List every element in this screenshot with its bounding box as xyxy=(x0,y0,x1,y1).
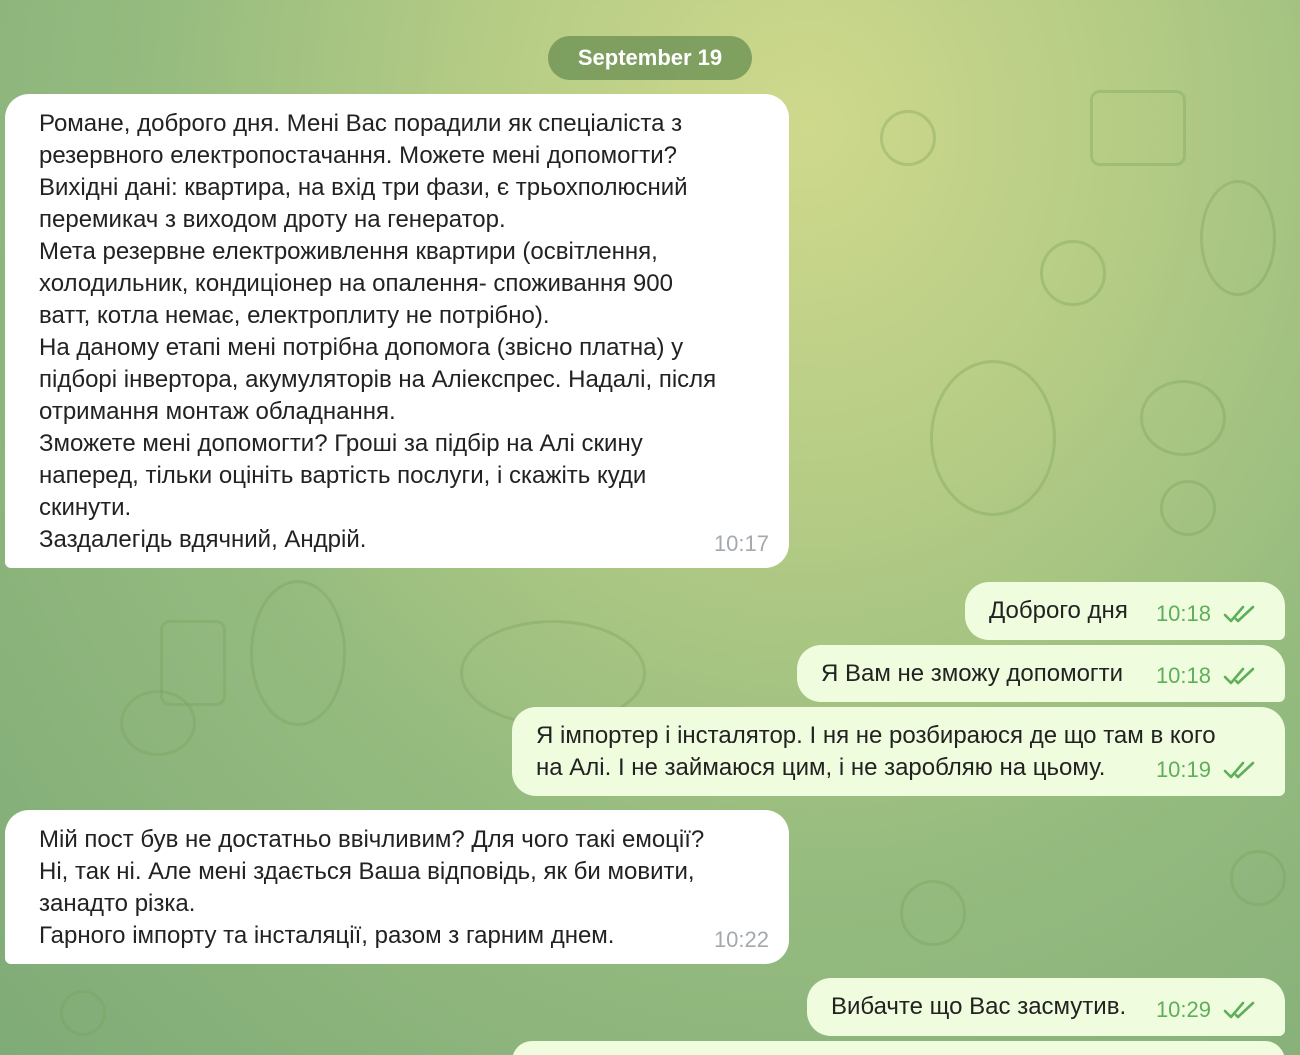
message-time: 10:29 xyxy=(1155,997,1211,1022)
message-text-line: наперед, тільки оцініть вартість послуги, і скажіть куди xyxy=(39,462,647,489)
message-meta xyxy=(1156,598,1257,630)
message-text-line: Я Вам не зможу допомогти xyxy=(821,660,1124,687)
incoming-message[interactable] xyxy=(5,810,789,964)
double-check-icon xyxy=(1223,760,1257,780)
message-text-line: Доброго дня xyxy=(989,597,1128,624)
cloud-doodle xyxy=(1140,380,1226,456)
gift-doodle xyxy=(1230,850,1286,906)
cat-doodle xyxy=(1090,90,1186,166)
message-text-line: отримання монтаж обладнання. xyxy=(39,398,396,425)
message-meta xyxy=(1156,994,1257,1026)
pizza-slice-doodle xyxy=(1040,240,1106,306)
message-text-line: Мета резервне електроживлення квартири (освітлення, xyxy=(39,238,658,265)
dino-doodle xyxy=(250,580,346,726)
message-text-line: Заздалегідь вдячний, Андрій. xyxy=(39,526,367,553)
incoming-message[interactable] xyxy=(5,94,789,568)
message-time: 10:17 xyxy=(713,531,769,556)
double-check-icon xyxy=(1223,666,1257,686)
message-text-line: скинути. xyxy=(39,494,132,521)
pizza-doodle xyxy=(120,690,196,756)
message-text-line: ватт, котла немає, електроплиту не потрібно). xyxy=(39,302,550,329)
message-text-line: Вихідні дані: квартира, на вхід три фази, є трьохполюсний xyxy=(39,174,688,201)
message-text-line: резервного електропостачання. Можете мені допомогти? xyxy=(39,142,677,169)
message-time: 10:22 xyxy=(713,927,769,952)
message-text-line: Зможете мені допомогти? Гроші за підбір на Алі скину xyxy=(39,430,643,457)
message-text-line: Я імпортер і інсталятор. І ня не розбираюся де що там в кого xyxy=(536,722,1216,749)
message-text-line: Ні, так ні. Але мені здається Ваша відповідь, як би мовити, xyxy=(39,858,695,885)
message-text-line: На даному етапі мені потрібна допомога (звісно платна) у xyxy=(39,334,684,361)
bird-doodle xyxy=(1200,180,1276,296)
double-check-icon xyxy=(1223,604,1257,624)
message-time: 10:18 xyxy=(1155,663,1211,688)
message-text-line: Мій пост був не достатньо ввічливим? Для чого такі емоції? xyxy=(39,826,705,853)
message-text-line: Вибачте що Вас засмутив. xyxy=(831,993,1127,1020)
outgoing-message-partial[interactable] xyxy=(512,1041,1285,1055)
date-separator-label: September 19 xyxy=(577,45,723,70)
ball-doodle xyxy=(900,880,966,946)
message-text-line: підборі інвертора, акумуляторів на Аліекспрес. Надалі, після xyxy=(39,366,717,393)
message-text-line: на Алі. І не займаюся цим, і не заробляю на цьому. xyxy=(536,754,1106,781)
message-text-line: холодильник, кондиціонер на опалення- споживання 900 xyxy=(39,270,673,297)
balloon-doodle xyxy=(930,360,1056,516)
date-separator xyxy=(548,36,752,80)
message-text-line: занадто різка. xyxy=(39,890,196,917)
outgoing-message[interactable] xyxy=(797,645,1285,702)
message-meta xyxy=(1156,754,1257,786)
outgoing-message[interactable] xyxy=(965,582,1285,640)
outgoing-message[interactable] xyxy=(807,978,1285,1036)
message-time: 10:19 xyxy=(1155,757,1211,782)
double-check-icon xyxy=(1223,1000,1257,1020)
message-text-line: Гарного імпорту та інсталяції, разом з гарним днем. xyxy=(39,922,615,949)
fruit-doodle xyxy=(60,990,106,1036)
message-text-line: Романе, доброго дня. Мені Вас порадили як спеціаліста з xyxy=(39,110,683,137)
message-meta xyxy=(1156,660,1257,692)
message-time: 10:18 xyxy=(1155,601,1211,626)
camera-doodle xyxy=(1160,480,1216,536)
mug-doodle xyxy=(880,110,936,166)
message-text-line: перемикач з виходом дроту на генератор. xyxy=(39,206,506,233)
outgoing-message[interactable] xyxy=(512,707,1285,796)
